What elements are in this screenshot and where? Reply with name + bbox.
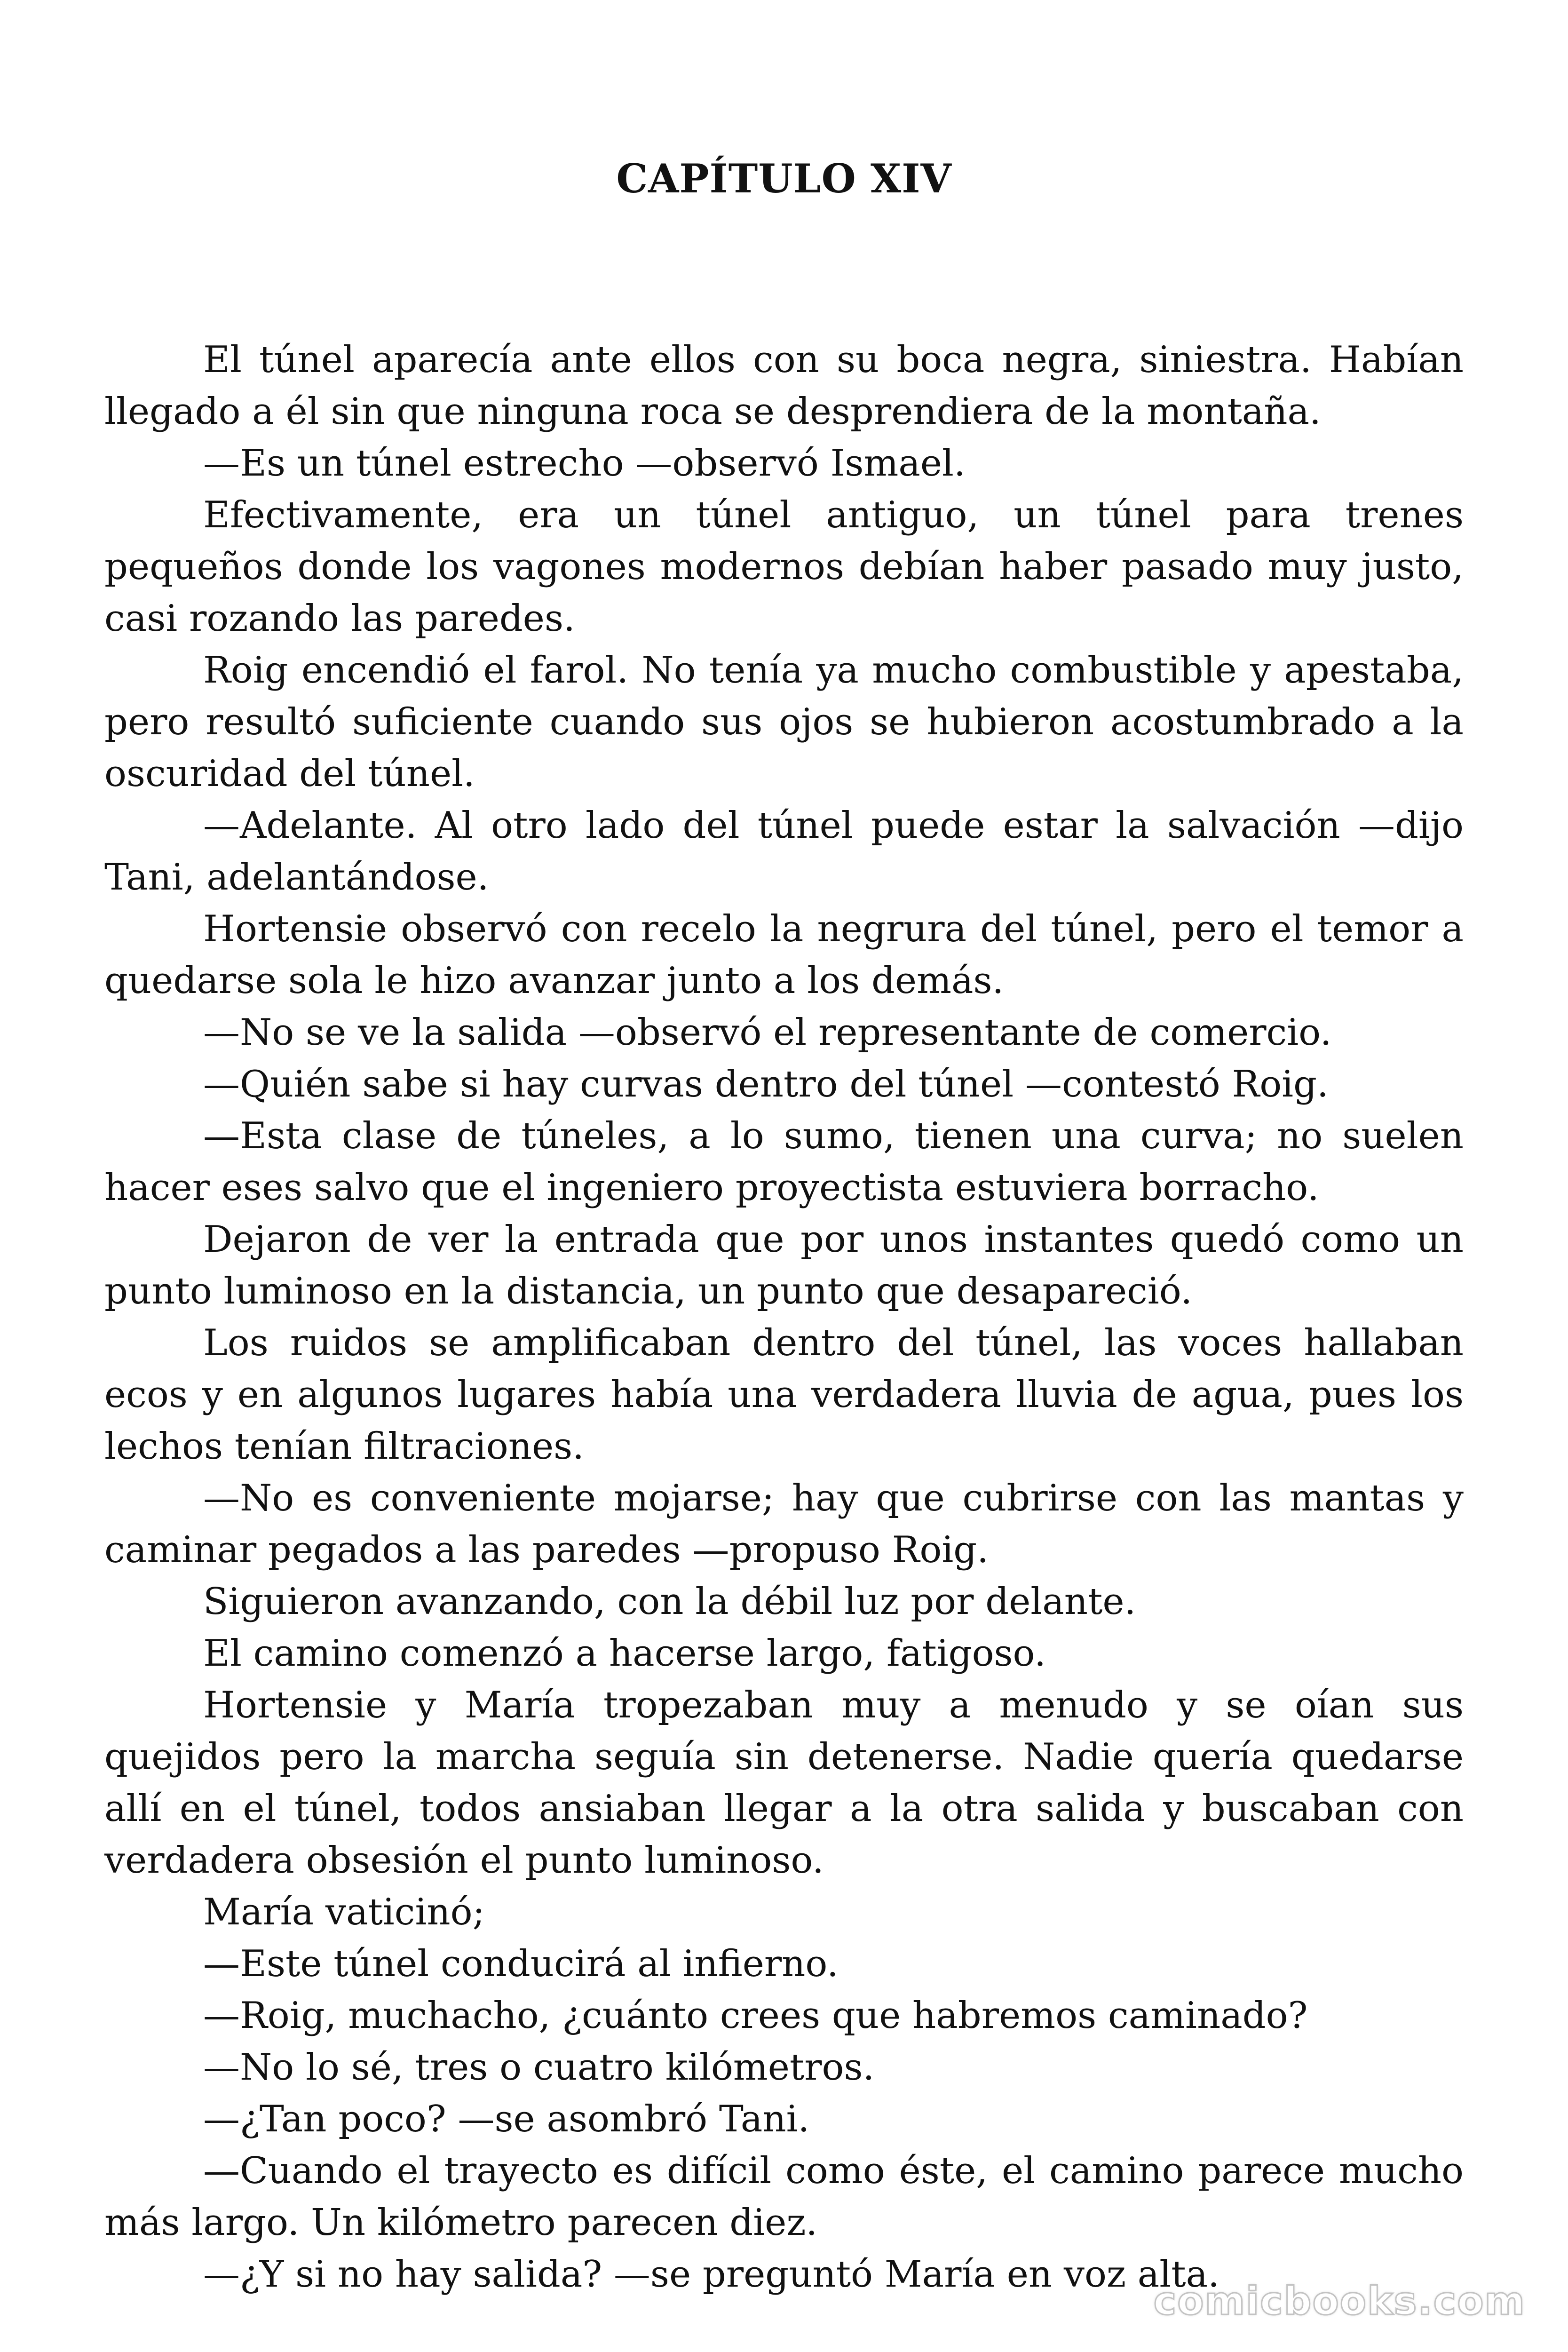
paragraph: Hortensie y María tropezaban muy a menudo y se oían sus quejidos pero la marcha seguía sin detenerse. Nadie quería quedarse allí en el túnel, todos ansiaban llegar a la otra salida y buscaban con verdadera obsesión el punto luminoso.: [104, 1684, 1464, 1882]
paragraph: —No es conveniente mojarse; hay que cubrirse con las mantas y caminar pegados a las paredes —propuso Roig.: [104, 1477, 1464, 1571]
paragraph: —Cuando el trayecto es difícil como éste, el camino parece mucho más largo. Un kilómetro parecen diez.: [104, 2150, 1464, 2244]
paragraph: —No se ve la salida —observó el representante de comercio.: [203, 1011, 1332, 1054]
paragraph: —Es un túnel estrecho —observó Ismael.: [203, 442, 966, 485]
paragraph: —Este túnel conducirá al infierno.: [203, 1943, 839, 1985]
paragraph: Dejaron de ver la entrada que por unos instantes quedó como un punto luminoso en la distancia, un punto que desapareció.: [104, 1218, 1464, 1312]
paragraph: Los ruidos se amplificaban dentro del túnel, las voces hallaban ecos y en algunos lugares había una verdadera lluvia de agua, pues los lechos tenían filtraciones.: [104, 1322, 1464, 1468]
paragraph: —¿Tan poco? —se asombró Tani.: [203, 2098, 810, 2140]
paragraph: Hortensie observó con recelo la negrura del túnel, pero el temor a quedarse sola le hizo avanzar junto a los demás.: [104, 908, 1464, 1002]
body-text: [104, 334, 1464, 2300]
paragraph: Efectivamente, era un túnel antiguo, un túnel para trenes pequeños donde los vagones modernos debían haber pasado muy justo, casi rozando las paredes.: [104, 494, 1464, 640]
chapter-title: CAPÍTULO XIV: [616, 155, 952, 202]
paragraph: —Esta clase de túneles, a lo sumo, tienen una curva; no suelen hacer eses salvo que el ingeniero proyectista estuviera borracho.: [104, 1115, 1464, 1209]
paragraph: —¿Y si no hay salida? —se preguntó María en voz alta.: [203, 2253, 1220, 2296]
paragraph: El túnel aparecía ante ellos con su boca negra, siniestra. Habían llegado a él sin que ninguna roca se desprendiera de la montaña.: [104, 339, 1464, 433]
watermark: comicbooks.com: [1153, 2279, 1526, 2324]
paragraph: —No lo sé, tres o cuatro kilómetros.: [203, 2046, 875, 2089]
paragraph: Roig encendió el farol. No tenía ya mucho combustible y apestaba, pero resultó suficiente cuando sus ojos se hubieron acostumbrado a la oscuridad del túnel.: [104, 649, 1464, 795]
paragraph: María vaticinó;: [203, 1891, 485, 1933]
paragraph: El camino comenzó a hacerse largo, fatigoso.: [203, 1632, 1046, 1675]
paragraph: —Adelante. Al otro lado del túnel puede estar la salvación —dijo Tani, adelantándose.: [104, 804, 1464, 898]
paragraph: —Roig, muchacho, ¿cuánto crees que habremos caminado?: [203, 1994, 1308, 2037]
paragraph: Siguieron avanzando, con la débil luz por delante.: [203, 1581, 1136, 1623]
paragraph: —Quién sabe si hay curvas dentro del túnel —contestó Roig.: [203, 1063, 1329, 1105]
